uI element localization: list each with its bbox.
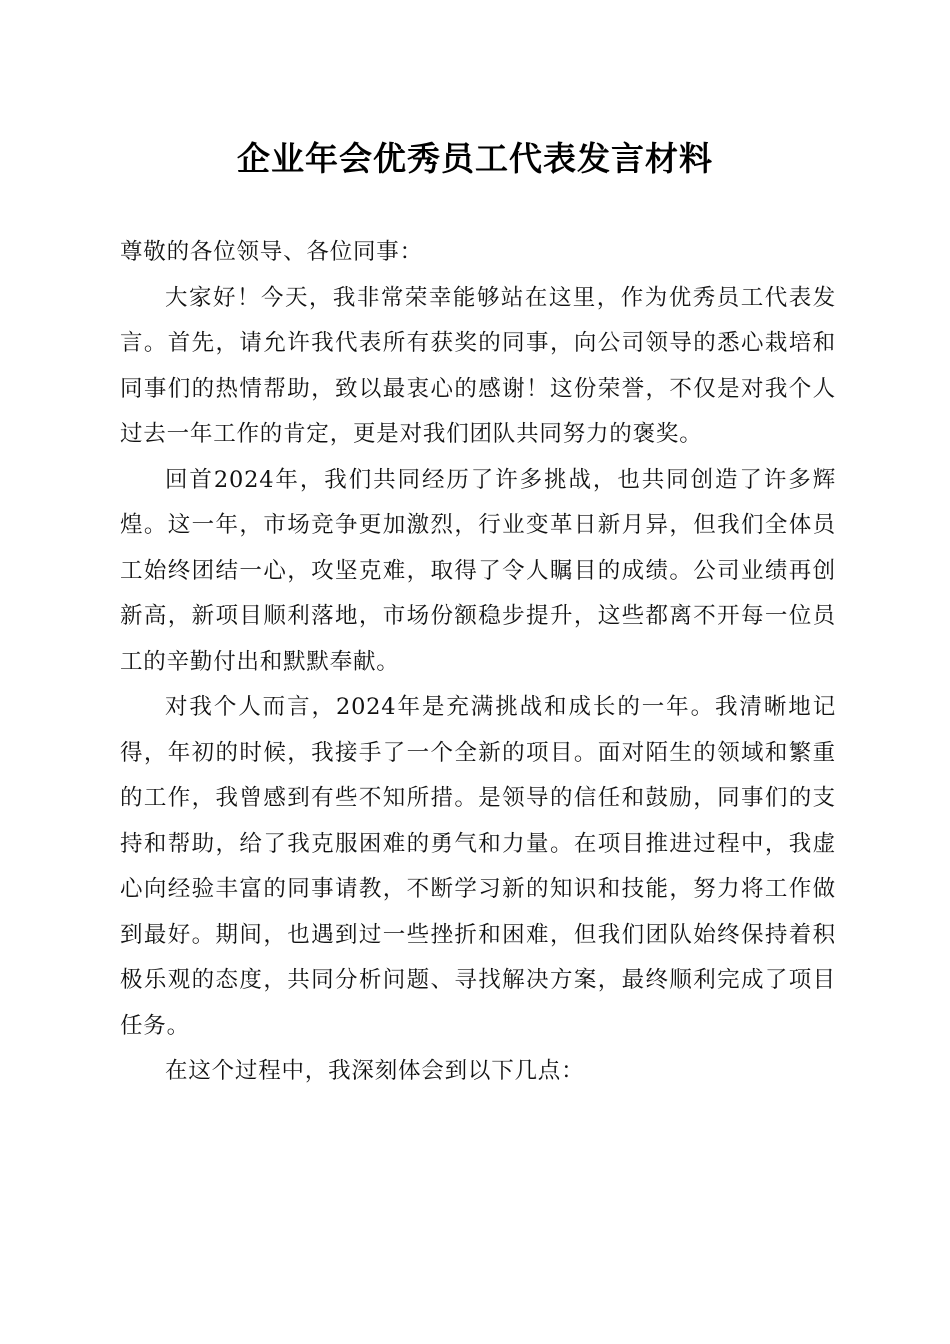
paragraph-2: 回首2024年，我们共同经历了许多挑战，也共同创造了许多辉煌。这一年，市场竞争更加激烈，行业变革日新月异，但我们全体员工始终团结一心，攻坚克难，取得了令人瞩目的成绩。公司业绩再创新高，新项目顺利落地，市场份额稳步提升，这些都离不开每一位员工的辛勤付出和默默奉献。 — [120, 466, 836, 675]
salutation: 尊敬的各位领导、各位同事： — [120, 239, 423, 265]
document-body — [120, 230, 836, 1095]
paragraph-4: 在这个过程中，我深刻体会到以下几点： — [165, 1058, 585, 1084]
paragraph-3: 对我个人而言，2024年是充满挑战和成长的一年。我清晰地记得，年初的时候，我接手了一个全新的项目。面对陌生的领域和繁重的工作，我曾感到有些不知所措。是领导的信任和鼓励，同事们的支持和帮助，给了我克服困难的勇气和力量。在项目推进过程中，我虚心向经验丰富的同事请教，不断学习新的知识和技能，努力将工作做到最好。期间，也遇到过一些挫折和困难，但我们团队始终保持着积极乐观的态度，共同分析问题、寻找解决方案，最终顺利完成了项目任务。 — [120, 694, 836, 1039]
paragraph-1: 大家好！今天，我非常荣幸能够站在这里，作为优秀员工代表发言。首先，请允许我代表所有获奖的同事，向公司领导的悉心栽培和同事们的热情帮助，致以最衷心的感谢！这份荣誉，不仅是对我个人过去一年工作的肯定，更是对我们团队共同努力的褒奖。 — [120, 284, 836, 447]
document-title: 企业年会优秀员工代表发言材料 — [237, 139, 713, 178]
